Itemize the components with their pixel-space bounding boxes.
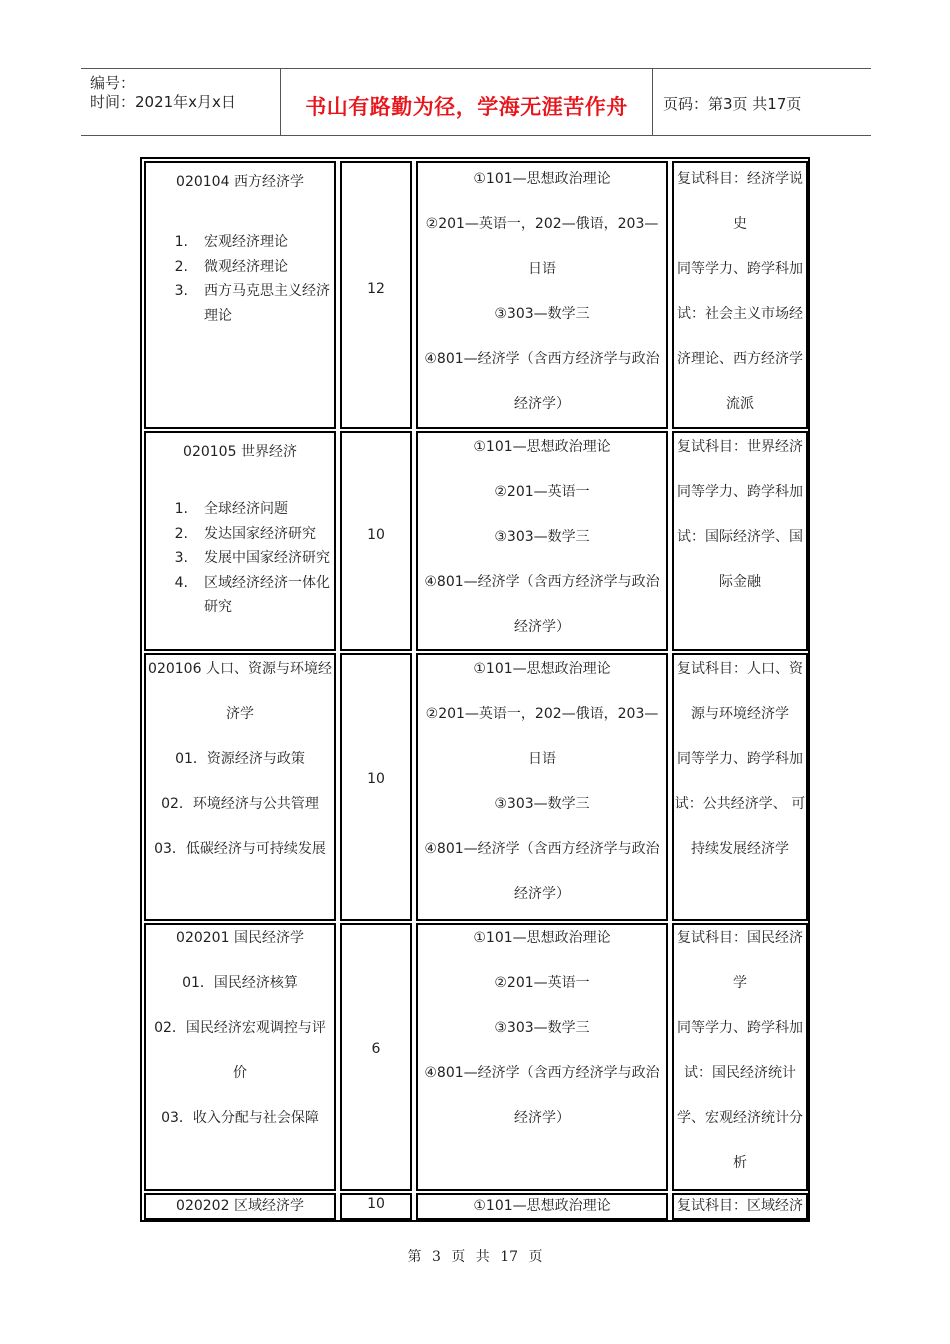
exam-line: ②201—英语一，202—俄语，203—	[425, 706, 659, 722]
program-title: 020104 西方经济学	[176, 174, 304, 190]
item-text: 西方马克思主义经济理论	[204, 283, 330, 324]
notes-line: 试：社会主义市场经	[677, 306, 803, 322]
exam-line: ③303—数学三	[494, 1020, 590, 1036]
program-line: 02．环境经济与公共管理	[161, 796, 319, 812]
exam-cell	[416, 923, 668, 1191]
quota-value: 12	[367, 281, 385, 297]
notes-cell	[672, 653, 808, 921]
program-line: 价	[233, 1065, 247, 1081]
exam-line: ①101—思想政治理论	[473, 439, 611, 455]
header-meta	[81, 69, 281, 135]
exam-line: ④801—经济学（含西方经济学与政治	[424, 351, 660, 367]
program-cell	[144, 1193, 336, 1220]
notes-line: 学	[733, 975, 747, 991]
exam-line: 经济学）	[514, 886, 570, 902]
notes-line: 试：国际经济学、国	[677, 529, 803, 545]
program-cell	[144, 653, 336, 921]
notes-line: 同等学力、跨学科加	[677, 1020, 803, 1036]
code-label: 编号：	[90, 74, 136, 92]
program-title: 020106 人口、资源与环境经	[148, 661, 332, 677]
exam-line: ①101—思想政治理论	[473, 1198, 611, 1214]
quota-cell	[340, 653, 412, 921]
exam-line: ③303—数学三	[494, 306, 590, 322]
exam-line: ②201—英语一	[494, 975, 590, 991]
notes-line: 同等学力、跨学科加	[677, 751, 803, 767]
item-number: 1.	[174, 501, 188, 517]
header-page-cell	[653, 69, 871, 135]
item-text: 发达国家经济研究	[204, 525, 316, 542]
notes-line: 学、宏观经济统计分	[677, 1110, 803, 1126]
table-row	[144, 431, 806, 651]
quota-cell	[340, 431, 412, 651]
item-text: 宏观经济理论	[204, 234, 288, 250]
item-text: 微观经济理论	[204, 258, 288, 275]
notes-line: 同等学力、跨学科加	[677, 484, 803, 500]
table-row	[144, 161, 806, 429]
header-page-number: 页码：第3页 共17页	[663, 95, 802, 113]
item-number: 2.	[174, 525, 188, 542]
notes-line: 源与环境经济学	[691, 706, 789, 722]
direction-list	[146, 230, 334, 328]
quota-cell	[340, 161, 412, 429]
exam-line: ②201—英语一	[494, 484, 590, 500]
item-text: 全球经济问题	[204, 501, 288, 517]
time-label: 时间：2021年x月x日	[90, 93, 236, 111]
program-line: 03．收入分配与社会保障	[161, 1110, 319, 1126]
direction-item	[146, 497, 334, 522]
page-header	[81, 68, 871, 136]
direction-list	[146, 497, 334, 620]
direction-item	[146, 255, 334, 280]
program-line: 济学	[226, 706, 254, 722]
notes-line: 试：国民经济统计	[684, 1065, 796, 1081]
notes-line: 复试科目：人口、资	[677, 661, 803, 677]
item-number: 2.	[174, 258, 188, 275]
quota-value: 10	[367, 1196, 385, 1212]
notes-cell	[672, 431, 808, 651]
quota-value: 10	[367, 527, 385, 543]
notes-line: 析	[733, 1155, 747, 1171]
direction-item	[146, 522, 334, 547]
item-number: 3.	[174, 283, 188, 299]
notes-line: 际金融	[719, 574, 761, 590]
exam-line: ③303—数学三	[494, 796, 590, 812]
exam-cell	[416, 653, 668, 921]
exam-line: 经济学）	[514, 1110, 570, 1126]
quota-cell	[340, 923, 412, 1191]
item-number: 4.	[174, 574, 188, 591]
exam-line: ①101—思想政治理论	[473, 930, 611, 946]
notes-cell	[672, 161, 808, 429]
program-cell	[144, 923, 336, 1191]
notes-line: 复试科目：经济学说	[677, 171, 803, 187]
table-row	[144, 1193, 806, 1220]
direction-item	[146, 546, 334, 571]
quota-value: 10	[367, 771, 385, 787]
notes-line: 复试科目：区域经济	[677, 1198, 803, 1214]
exam-line: 经济学）	[514, 396, 570, 412]
header-motto-cell	[281, 69, 653, 135]
program-table	[140, 157, 810, 1222]
exam-line: ①101—思想政治理论	[473, 171, 611, 187]
table-row	[144, 653, 806, 921]
program-title: 020105 世界经济	[183, 444, 297, 460]
exam-line: 日语	[528, 751, 556, 767]
notes-line: 济理论、西方经济学	[677, 351, 803, 367]
exam-cell	[416, 431, 668, 651]
direction-item	[146, 230, 334, 255]
program-title: 020201 国民经济学	[176, 930, 304, 946]
program-cell	[144, 161, 336, 429]
exam-line: ①101—思想政治理论	[473, 661, 611, 677]
exam-line: 日语	[528, 261, 556, 277]
program-line: 01．资源经济与政策	[175, 751, 305, 767]
exam-line: ③303—数学三	[494, 529, 590, 545]
program-cell	[144, 431, 336, 651]
exam-line: ④801—经济学（含西方经济学与政治	[424, 841, 660, 857]
item-number: 1.	[174, 234, 188, 250]
program-line: 03．低碳经济与可持续发展	[154, 841, 326, 857]
exam-cell	[416, 161, 668, 429]
header-motto: 书山有路勤为径，学海无涯苦作舟	[305, 95, 628, 119]
notes-line: 复试科目：世界经济	[677, 439, 803, 455]
quota-value: 6	[371, 1041, 381, 1057]
exam-line: ④801—经济学（含西方经济学与政治	[424, 1065, 660, 1081]
page-footer: 第 3 页 共 17 页	[407, 1249, 543, 1265]
notes-cell	[672, 923, 808, 1191]
exam-cell	[416, 1193, 668, 1220]
program-title: 020202 区域经济学	[176, 1198, 304, 1214]
item-number: 3.	[174, 550, 188, 566]
notes-line: 试：公共经济学、 可	[674, 796, 806, 812]
notes-line: 流派	[726, 396, 754, 412]
notes-cell	[672, 1193, 808, 1220]
table-row	[144, 923, 806, 1191]
notes-line: 复试科目：国民经济	[677, 930, 803, 946]
quota-cell	[340, 1193, 412, 1220]
program-line: 01．国民经济核算	[182, 975, 298, 991]
exam-line: ②201—英语一，202—俄语，203—	[425, 216, 659, 232]
item-text: 发展中国家经济研究	[204, 550, 330, 566]
exam-line: ④801—经济学（含西方经济学与政治	[424, 574, 660, 590]
program-line: 02．国民经济宏观调控与评	[154, 1020, 326, 1036]
direction-item	[146, 571, 334, 620]
notes-line: 同等学力、跨学科加	[677, 261, 803, 277]
exam-line: 经济学）	[514, 619, 570, 635]
direction-item	[146, 279, 334, 328]
notes-line: 持续发展经济学	[691, 841, 789, 857]
notes-line: 史	[733, 216, 747, 232]
item-text: 区域经济经济一体化研究	[204, 574, 330, 615]
